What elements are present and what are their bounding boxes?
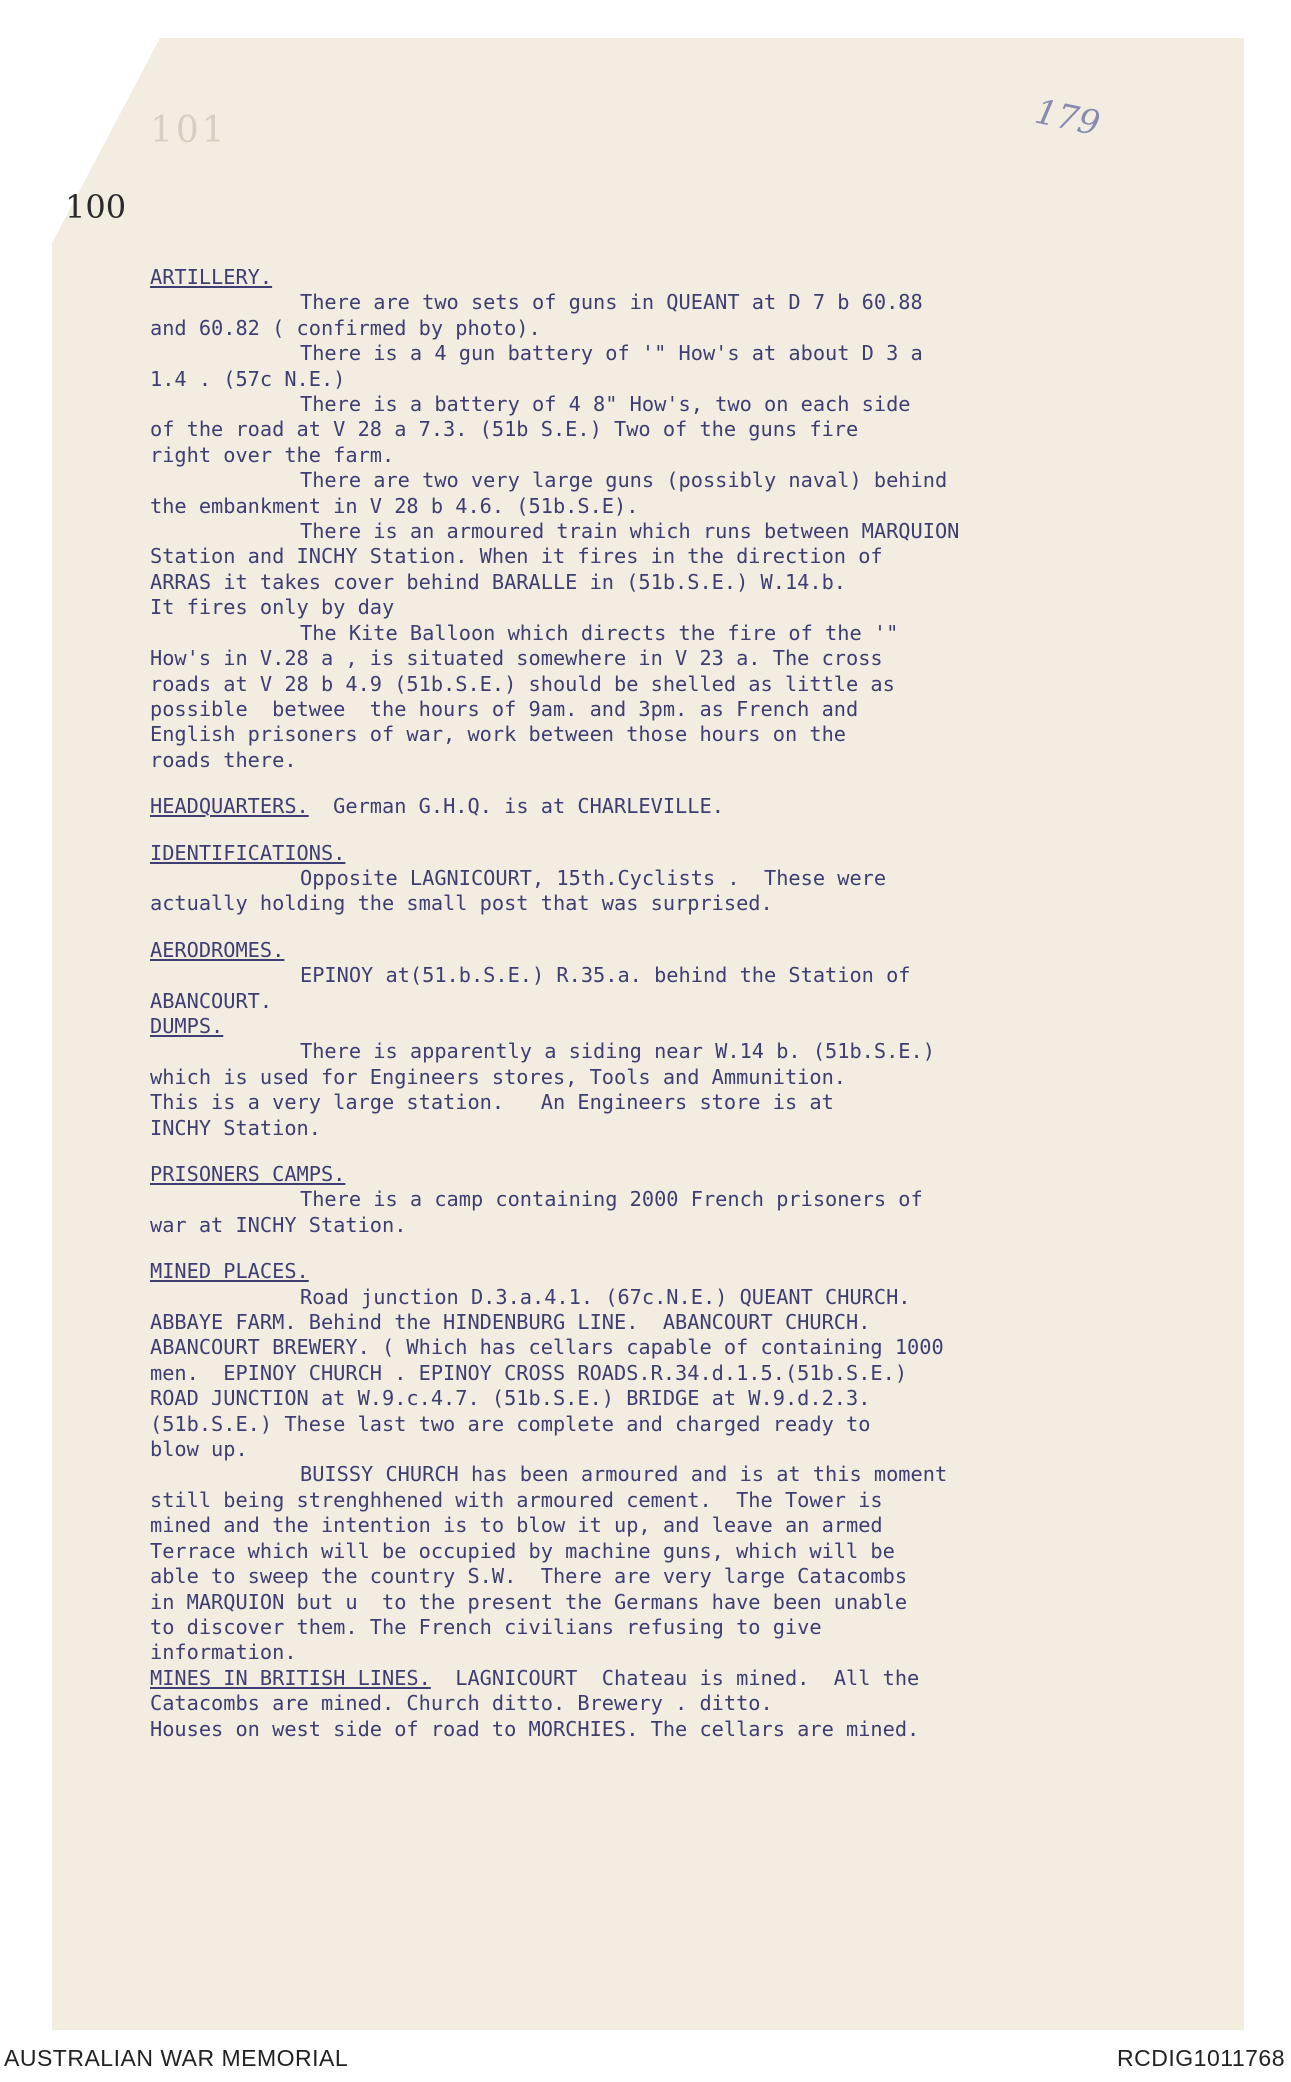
report-line: INCHY Station.	[150, 1115, 321, 1140]
archive-credit: AUSTRALIAN WAR MEMORIAL	[4, 2045, 349, 2071]
report-line: There is a battery of 4 8" How's, two on each side	[300, 392, 911, 417]
report-line: ARRAS it takes cover behind BARALLE in (51b.S.E.) W.14.b.	[150, 569, 846, 594]
report-line: ABANCOURT BREWERY. ( Which has cellars capable of containing 1000	[150, 1335, 944, 1360]
report-line: and 60.82 ( confirmed by photo).	[150, 315, 541, 340]
report-line: still being strenghhened with armoured cement. The Tower is	[150, 1487, 883, 1512]
report-line: It fires only by day	[150, 595, 395, 620]
report-line: in MARQUION but u to the present the Germans have been unable	[150, 1589, 908, 1614]
report-line: blow up.	[150, 1437, 248, 1462]
report-line: the embankment in V 28 b 4.6. (51b.S.E).	[150, 493, 639, 518]
headquarters-text: German G.H.Q. is at CHARLEVILLE.	[333, 794, 724, 819]
folio-number: 100	[65, 188, 127, 226]
report-line: roads there.	[150, 747, 297, 772]
report-line: There is an armoured train which runs between MARQUION	[300, 519, 960, 544]
report-line: (51b.S.E.) These last two are complete and charged ready to	[150, 1411, 871, 1436]
stamped-page-number: 179	[1031, 91, 1104, 145]
report-line: BUISSY CHURCH has been armoured and is at this moment	[300, 1462, 948, 1487]
report-line: to discover them. The French civilians refusing to give	[150, 1614, 822, 1639]
report-line: There is apparently a siding near W.14 b. (51b.S.E.)	[300, 1039, 935, 1064]
report-line: Catacombs are mined. Church ditto. Brewery . ditto.	[150, 1691, 773, 1716]
report-line: able to sweep the country S.W. There are very large Catacombs	[150, 1564, 908, 1589]
dumps-heading: DUMPS.	[150, 1013, 224, 1038]
mines-british-lines-line	[150, 1666, 1210, 1691]
report-line: possible betwee the hours of 9am. and 3pm. as French and	[150, 696, 859, 721]
report-line: ABBAYE FARM. Behind the HINDENBURG LINE. ABANCOURT CHURCH.	[150, 1310, 871, 1335]
report-line: There is a 4 gun battery of '" How's at about D 3 a	[300, 341, 923, 366]
report-line: This is a very large station. An Engineers store is at	[150, 1090, 834, 1115]
report-line: men. EPINOY CHURCH . EPINOY CROSS ROADS.R.34.d.1.5.(51b.S.E.)	[150, 1360, 908, 1385]
report-line: Road junction D.3.a.4.1. (67c.N.E.) QUEANT CHURCH.	[300, 1284, 911, 1309]
report-line: 1.4 . (57c N.E.)	[150, 366, 346, 391]
archive-reference-id: RCDIG1011768	[1117, 2045, 1285, 2071]
aerodromes-heading: AERODROMES.	[150, 937, 285, 962]
report-line: There is a camp containing 2000 French prisoners of	[300, 1187, 923, 1212]
report-line: There are two very large guns (possibly naval) behind	[300, 468, 948, 493]
report-line: Terrace which will be occupied by machine guns, which will be	[150, 1538, 895, 1563]
report-line: of the road at V 28 a 7.3. (51b S.E.) Two of the guns fire	[150, 417, 859, 442]
report-line: Houses on west side of road to MORCHIES. The cellars are mined.	[150, 1716, 920, 1741]
report-line: war at INCHY Station.	[150, 1212, 407, 1237]
report-line: roads at V 28 b 4.9 (51b.S.E.) should be shelled as little as	[150, 671, 895, 696]
artillery-heading: ARTILLERY.	[150, 265, 273, 289]
headquarters-heading: HEADQUARTERS.	[150, 794, 309, 819]
report-line: which is used for Engineers stores, Tools and Ammunition.	[150, 1064, 846, 1089]
report-line: mined and the intention is to blow it up, and leave an armed	[150, 1513, 883, 1538]
report-text: LAGNICOURT Chateau is mined. All the	[455, 1665, 920, 1690]
report-line: English prisoners of war, work between those hours on the	[150, 722, 846, 747]
report-line: ROAD JUNCTION at W.9.c.4.7. (51b.S.E.) BRIDGE at W.9.d.2.3.	[150, 1386, 871, 1411]
report-line: There are two sets of guns in QUEANT at D 7 b 60.88	[300, 290, 923, 315]
report-line: information.	[150, 1640, 297, 1665]
report-line: How's in V.28 a , is situated somewhere in V 23 a. The cross	[150, 646, 883, 671]
prisoners-camps-heading: PRISONERS CAMPS.	[150, 1162, 346, 1186]
report-line: actually holding the small post that was surprised.	[150, 891, 773, 916]
mines-british-lines-heading: MINES IN BRITISH LINES.	[150, 1665, 431, 1690]
report-line: The Kite Balloon which directs the fire of the '"	[300, 620, 899, 645]
headquarters-line	[150, 794, 1210, 819]
report-line: EPINOY at(51.b.S.E.) R.35.a. behind the Station of	[300, 963, 911, 988]
faint-page-number: 101	[150, 110, 228, 151]
report-line: right over the farm.	[150, 442, 395, 467]
report-line: ABANCOURT.	[150, 988, 273, 1013]
intelligence-report-text	[150, 265, 1210, 1742]
report-line: Station and INCHY Station. When it fires in the direction of	[150, 544, 883, 569]
mined-places-heading: MINED PLACES.	[150, 1259, 309, 1284]
report-line: Opposite LAGNICOURT, 15th.Cyclists . These were	[300, 865, 887, 890]
identifications-heading: IDENTIFICATIONS.	[150, 840, 346, 865]
